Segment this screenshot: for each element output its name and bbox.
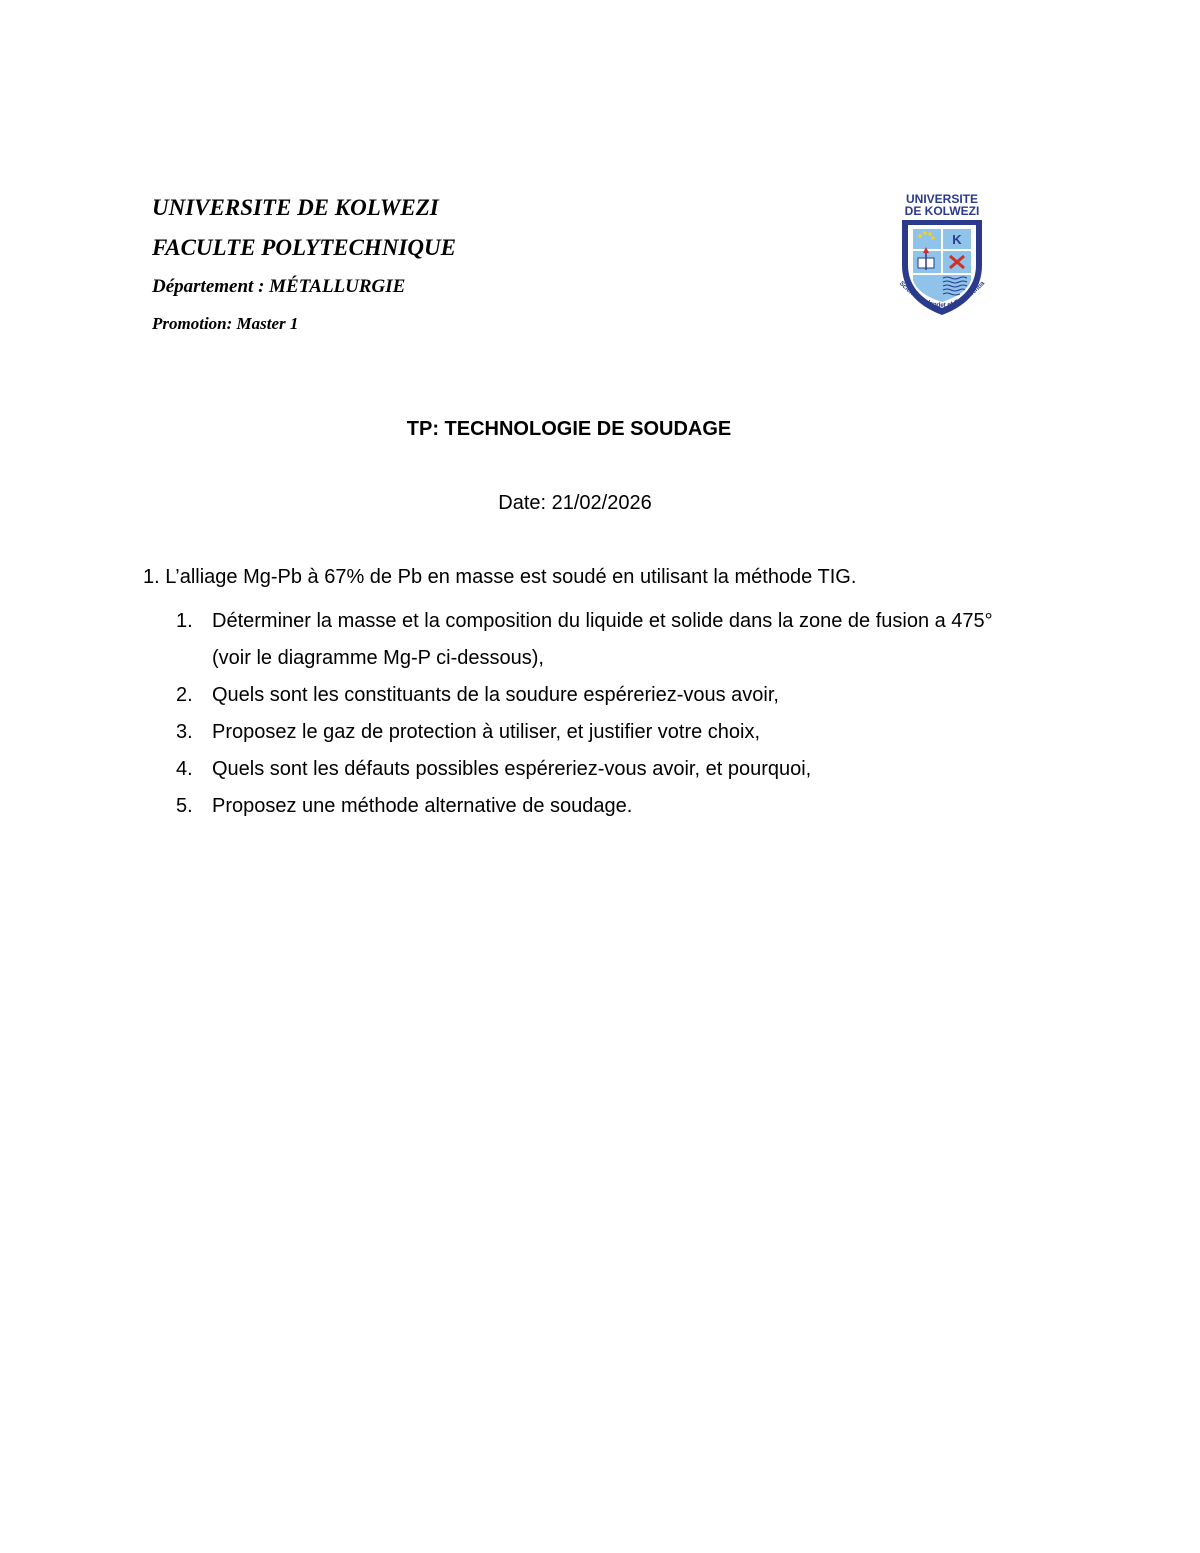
list-item [176, 788, 1026, 825]
promotion-label: Promotion: Master 1 [152, 314, 299, 333]
list-item-text: Quels sont les défauts possibles espéreriez-vous avoir, et pourquoi, [212, 758, 812, 780]
faculty-name: FACULTE POLYTECHNIQUE [152, 235, 456, 260]
svg-text:K: K [952, 232, 962, 247]
list-item-text: Quels sont les constituants de la soudure espéreriez-vous avoir, [212, 684, 779, 706]
list-item-number: 5. [176, 795, 193, 817]
question-1-subitems [176, 603, 1026, 825]
list-item-number: 2. [176, 684, 193, 706]
list-item-number: 4. [176, 758, 193, 780]
document-title: TP: TECHNOLOGIE DE SOUDAGE [406, 418, 732, 440]
list-item [176, 714, 1026, 751]
university-name: UNIVERSITE DE KOLWEZI [152, 195, 439, 220]
document-date: Date: 21/02/2026 [498, 492, 652, 514]
list-item [176, 603, 1026, 677]
list-item-text: Proposez le gaz de protection à utiliser, et justifier votre choix, [212, 721, 761, 743]
list-item-number: 3. [176, 721, 193, 743]
svg-text:DE KOLWEZI: DE KOLWEZI [904, 204, 980, 218]
university-logo-icon [892, 190, 992, 330]
question-1: 1. L’alliage Mg-Pb à 67% de Pb en masse est soudé en utilisant la méthode TIG. [143, 566, 857, 588]
university-logo [892, 190, 992, 330]
list-item-text: Déterminer la masse et la composition du liquide et solide dans la zone de fusion a 475° (voir le diagramme Mg-P ci-dessous), [212, 610, 993, 669]
list-item-number: 1. [176, 610, 193, 632]
institution-header [152, 188, 456, 342]
list-item [176, 677, 1026, 714]
list-item [176, 751, 1026, 788]
department-name: Département : MÉTALLURGIE [152, 276, 406, 297]
svg-text:UNIVERSITE: UNIVERSITE [905, 192, 979, 206]
svg-text:Scientia Splendet et Conscient: Scientia Splendet et Conscientia [897, 280, 987, 310]
list-item-text: Proposez une méthode alternative de soudage. [212, 795, 633, 817]
